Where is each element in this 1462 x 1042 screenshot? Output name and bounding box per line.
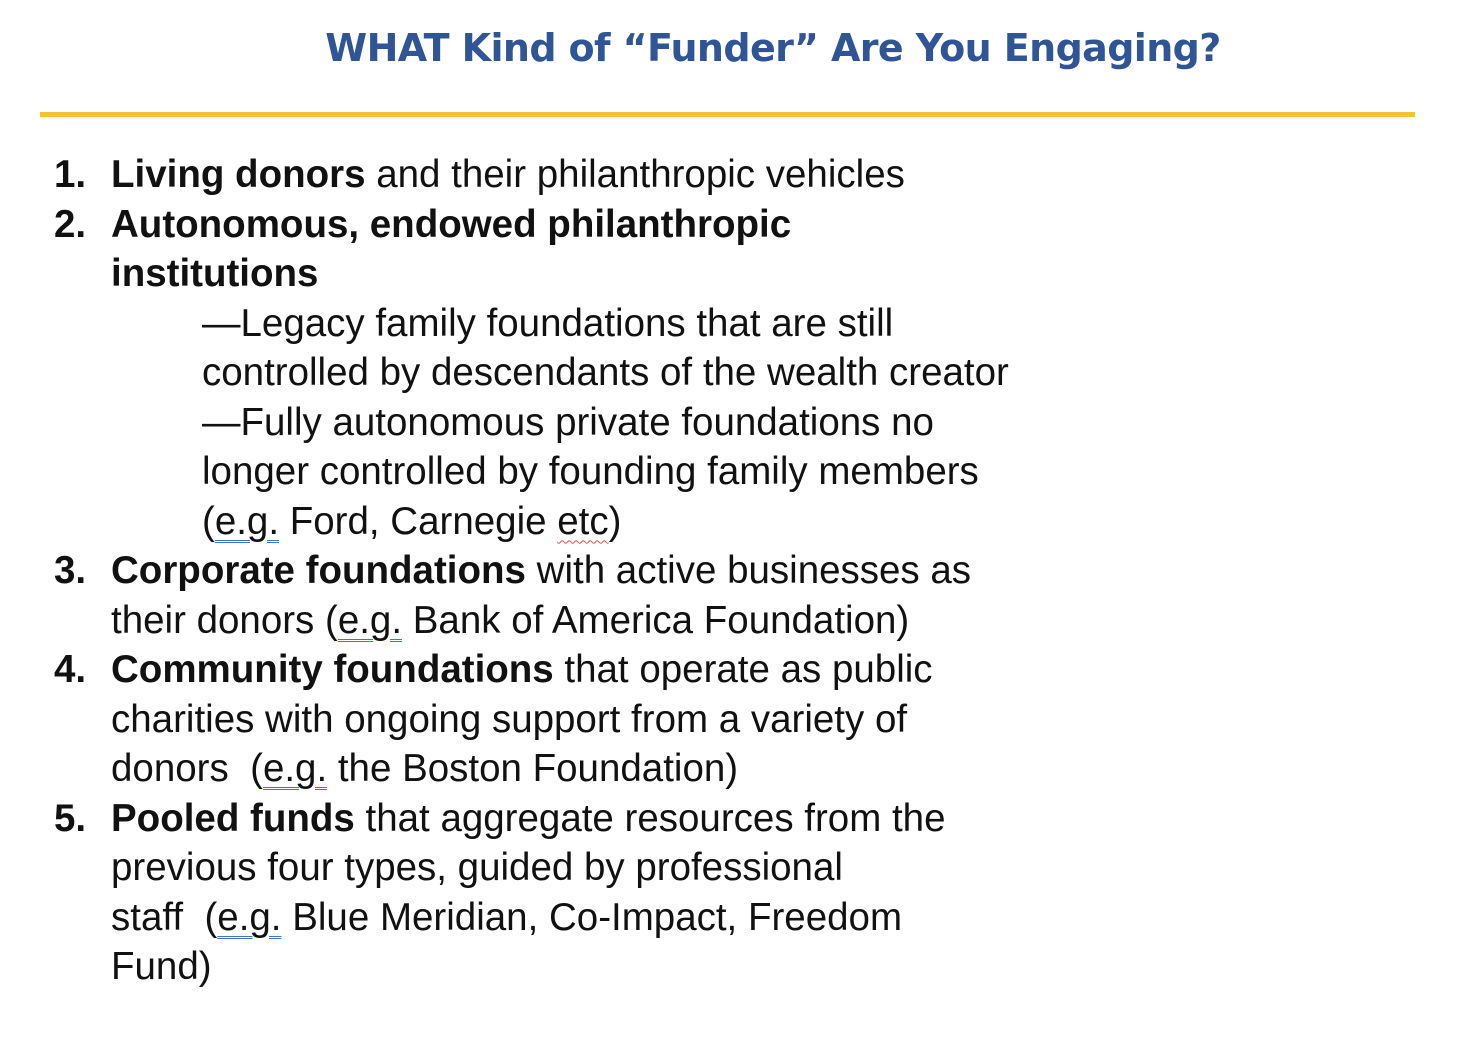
item-line: previous four types, guided by professional [111,846,843,889]
sub-line: controlled by descendants of the wealth creator [202,351,1009,394]
item-number: 4. [54,648,87,691]
item-text: that operate as public [553,648,933,691]
item-text: that aggregate resources from the [354,796,946,840]
paren-open: ( [202,499,215,543]
paren-close: ) [608,499,622,543]
item-line [111,546,1104,596]
list-item-living-donors [54,150,1104,200]
title-divider [40,112,1415,117]
eg-text: e.g. [262,747,328,790]
eg-text: e.g. [337,598,403,642]
item-heading: Pooled funds [111,796,355,840]
item-line [111,893,1104,943]
item-text: Blue Meridian, Co-Impact, Freedom [281,895,903,939]
item-line [111,596,1104,646]
eg-text: e.g. [217,895,282,939]
item-heading: Community foundations [111,648,554,691]
sub-line [202,497,1104,547]
item-text: Bank of America Foundation) [402,598,910,642]
item-text: the Boston Foundation) [327,747,739,790]
item-number: 5. [54,796,87,840]
sub-point-autonomous-private [111,398,1104,547]
item-line [111,645,1104,695]
item-heading: Autonomous, endowed philanthropic [111,202,792,246]
item-text: with active businesses as [525,549,972,592]
item-number: 2. [54,202,87,246]
item-text: and their philanthropic vehicles [365,153,905,196]
item-line: charities with ongoing support from a variety of [111,697,908,741]
slide-title: WHAT Kind of “Funder” Are You Engaging? [325,26,1221,70]
item-number: 3. [54,549,87,592]
item-line: Fund) [111,945,212,988]
item-heading: Corporate foundations [111,549,526,592]
item-heading: institutions [111,252,319,295]
list-item-endowed-institutions [54,200,1104,547]
item-line [111,150,1104,200]
item-line [111,744,1104,794]
etc-text: etc [557,499,609,543]
funder-type-list [54,150,1104,992]
item-number: 1. [54,153,87,196]
item-text: their donors ( [111,598,338,642]
list-item-community-foundations [54,645,1104,794]
sub-line: —Legacy family foundations that are still [202,301,894,345]
examples-text: Ford, Carnegie [279,499,558,543]
item-heading-line-2 [111,249,1104,299]
sub-line: longer controlled by founding family members [202,450,979,493]
list-item-corporate-foundations [54,546,1104,645]
item-text: donors ( [111,747,263,790]
item-heading-line-1 [111,200,1104,250]
sub-point-legacy-family [111,299,1104,398]
eg-text: e.g. [214,499,280,543]
list-item-pooled-funds [54,794,1104,992]
item-line [111,794,1104,844]
sub-line: —Fully autonomous private foundations no [202,400,934,444]
item-text: staff ( [111,895,218,939]
item-heading: Living donors [111,153,366,196]
